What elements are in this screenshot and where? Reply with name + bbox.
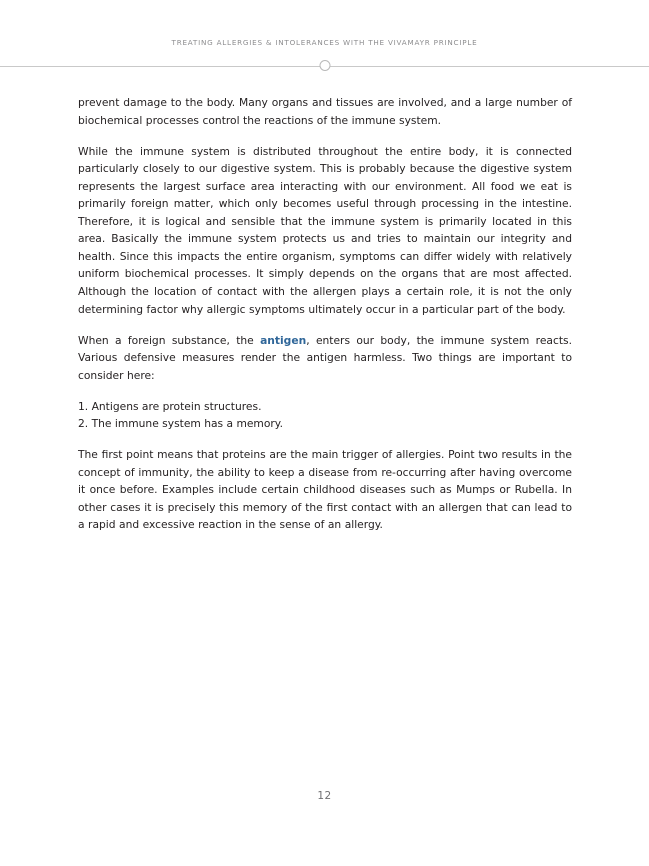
- highlighted-term-antigen: antigen: [260, 333, 307, 347]
- body-paragraph: The first point means that proteins are the main trigger of allergies. Point two results in the concept of immunity, the ability to keep a disease from re-occurring after having overcome it once before. Examples include certain childhood diseases such as Mumps or Rubella. In other cases it is precisely this memory of the first contact with an allergen that can lead to a rapid and excessive reaction in the sense of an allergy.: [78, 448, 572, 532]
- running-header: TREATING ALLERGIES & INTOLERANCES WITH THE VIVAMAYR PRINCIPLE: [171, 38, 478, 47]
- paragraph-tail-text: , enters our body, the immune system reacts. Various defensive measures render the antigen harmless. Two things are important to consider here:: [78, 333, 572, 382]
- body-paragraph: While the immune system is distributed throughout the entire body, it is connected particularly closely to our digestive system. This is probably because the digestive system represents the largest surface area interacting with our environment. All food we eat is primarily foreign matter, which only becomes useful through processing in the intestine. Therefore, it is logical and sensible that the immune system is primarily located in this area. Basically the immune system protects us and tries to maintain our integrity and health. Since this impacts the entire organism, symptoms can differ widely with relatively uniform biochemical processes. It simply depends on the organs that are most affected. Although the location of contact with the allergen plays a certain role, it is not the only determining factor why allergic symptoms ultimately occur in a particular part of the body.: [78, 144, 572, 316]
- text-column: [78, 94, 572, 534]
- body-paragraph: prevent damage to the body. Many organs and tissues are involved, and a large number of biochemical processes control the reactions of the immune system.: [78, 96, 572, 127]
- numbered-list: [78, 398, 572, 433]
- paragraph-lead-text: When a foreign substance, the: [78, 333, 261, 347]
- list-item: 1. Antigens are protein structures.: [78, 399, 262, 413]
- page-number: 12: [317, 790, 332, 802]
- circle-ornament-icon: [319, 60, 330, 71]
- list-item: 2. The immune system has a memory.: [78, 417, 283, 431]
- body-paragraph: [78, 332, 572, 385]
- header-divider: [0, 60, 649, 74]
